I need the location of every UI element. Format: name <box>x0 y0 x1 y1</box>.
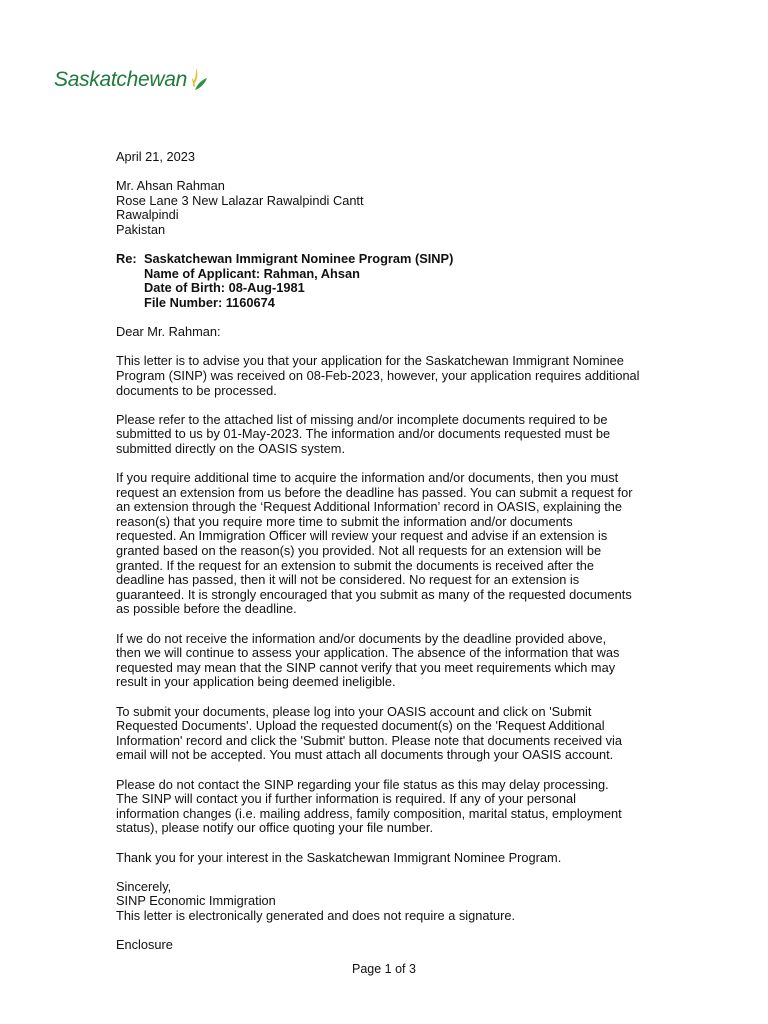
paragraph-line: Thank you for your interest in the Saskatchewan Immigrant Nominee Program. <box>116 849 562 865</box>
paragraph-line: Information' record and click the 'Submit' button. Please note that documents received via <box>116 732 622 748</box>
enclosure-note: Enclosure <box>116 937 173 953</box>
page-number: Page 1 of 3 <box>352 962 416 976</box>
paragraph-line: reason(s) that you require more time to submit the information and/or documents <box>116 513 573 529</box>
paragraph-line: status), please notify our office quoting your file number. <box>116 820 434 836</box>
paragraph-line: Please do not contact the SINP regarding your file status as this may delay processing. <box>116 776 609 792</box>
paragraph-line: result in your application being deemed ineligible. <box>116 674 396 690</box>
subject-applicant: Name of Applicant: Rahman, Ahsan <box>144 265 360 281</box>
paragraph-line: requested. An Immigration Officer will review your request and advise if an extension is <box>116 528 608 544</box>
paragraph-line: request an extension from us before the deadline has passed. You can submit a request for <box>116 484 633 500</box>
closing-line: Sincerely, <box>116 878 172 894</box>
paragraph-line: To submit your documents, please log into your OASIS account and click on 'Submit <box>116 703 592 719</box>
address-line: Rawalpindi <box>116 207 179 223</box>
paragraph-line: email will not be accepted. You must attach all documents through your OASIS account. <box>116 747 614 763</box>
paragraph-line: documents to be processed. <box>116 382 277 398</box>
logo-wordmark: Saskatchewan <box>54 68 187 91</box>
paragraph-advise <box>116 354 716 398</box>
re-label: Re: <box>116 251 137 267</box>
paragraph-line: Program (SINP) was received on 08-Feb-2023, however, your application requires additional <box>116 367 640 383</box>
paragraph-line: deadline has passed, then it will not be considered. No request for an extension is <box>116 572 580 588</box>
address-line: Pakistan <box>116 221 166 237</box>
paragraph-line: If we do not receive the information and/or documents by the deadline provided above, <box>116 630 607 646</box>
address-line: Mr. Ahsan Rahman <box>116 178 225 194</box>
subject-block <box>116 252 716 310</box>
letter-body <box>116 150 716 953</box>
salutation: Dear Mr. Rahman: <box>116 324 221 340</box>
paragraph-line: guaranteed. It is strongly encouraged that you submit as many of the requested documents <box>116 586 632 602</box>
paragraph-line: If you require additional time to acquire the information and/or documents, then you must <box>116 470 619 486</box>
paragraph-contact <box>116 778 716 836</box>
paragraph-line: submitted to us by 01-May-2023. The information and/or documents requested must be <box>116 426 611 442</box>
paragraph-line: granted based on the reason(s) you provided. Not all requests for an extension will be <box>116 543 602 559</box>
closing-line: This letter is electronically generated and does not require a signature. <box>116 907 516 923</box>
paragraph-extension <box>116 471 716 617</box>
recipient-address <box>116 179 716 237</box>
paragraph-deadline <box>116 632 716 690</box>
saskatchewan-logo <box>54 66 208 94</box>
subject-file-number: File Number: 1160674 <box>144 294 275 310</box>
closing-block <box>116 880 716 924</box>
wheat-leaf-icon <box>188 66 208 92</box>
paragraph-line: The SINP will contact you if further information is required. If any of your personal <box>116 791 576 807</box>
subject-dob: Date of Birth: 08-Aug-1981 <box>144 280 305 296</box>
closing-line: SINP Economic Immigration <box>116 893 276 909</box>
paragraph-line: submitted directly on the OASIS system. <box>116 440 346 456</box>
paragraph-line: then we will continue to assess your application. The absence of the information that was <box>116 645 620 661</box>
paragraph-line: as possible before the deadline. <box>116 601 297 617</box>
paragraph-line: an extension through the ‘Request Additional Information’ record in OASIS, explaining the <box>116 499 623 515</box>
letter-date: April 21, 2023 <box>116 149 195 164</box>
paragraph-missing-documents <box>116 413 716 457</box>
subject-program: Saskatchewan Immigrant Nominee Program (SINP) <box>144 251 454 267</box>
paragraph-line: This letter is to advise you that your application for the Saskatchewan Immigrant Nominee <box>116 353 624 369</box>
paragraph-line: Please refer to the attached list of missing and/or incomplete documents required to be <box>116 411 608 427</box>
paragraph-line: granted. If the request for an extension to submit the documents is received after the <box>116 557 595 573</box>
paragraph-line: Requested Documents'. Upload the requested document(s) on the 'Request Additional <box>116 718 605 734</box>
paragraph-line: requested may mean that the SINP cannot verify that you meet requirements which may <box>116 659 616 675</box>
paragraph-line: information changes (i.e. mailing address, family composition, marital status, employment <box>116 805 622 821</box>
paragraph-thank-you <box>116 851 716 866</box>
paragraph-submit-instructions <box>116 705 716 763</box>
address-line: Rose Lane 3 New Lalazar Rawalpindi Cantt <box>116 192 364 208</box>
